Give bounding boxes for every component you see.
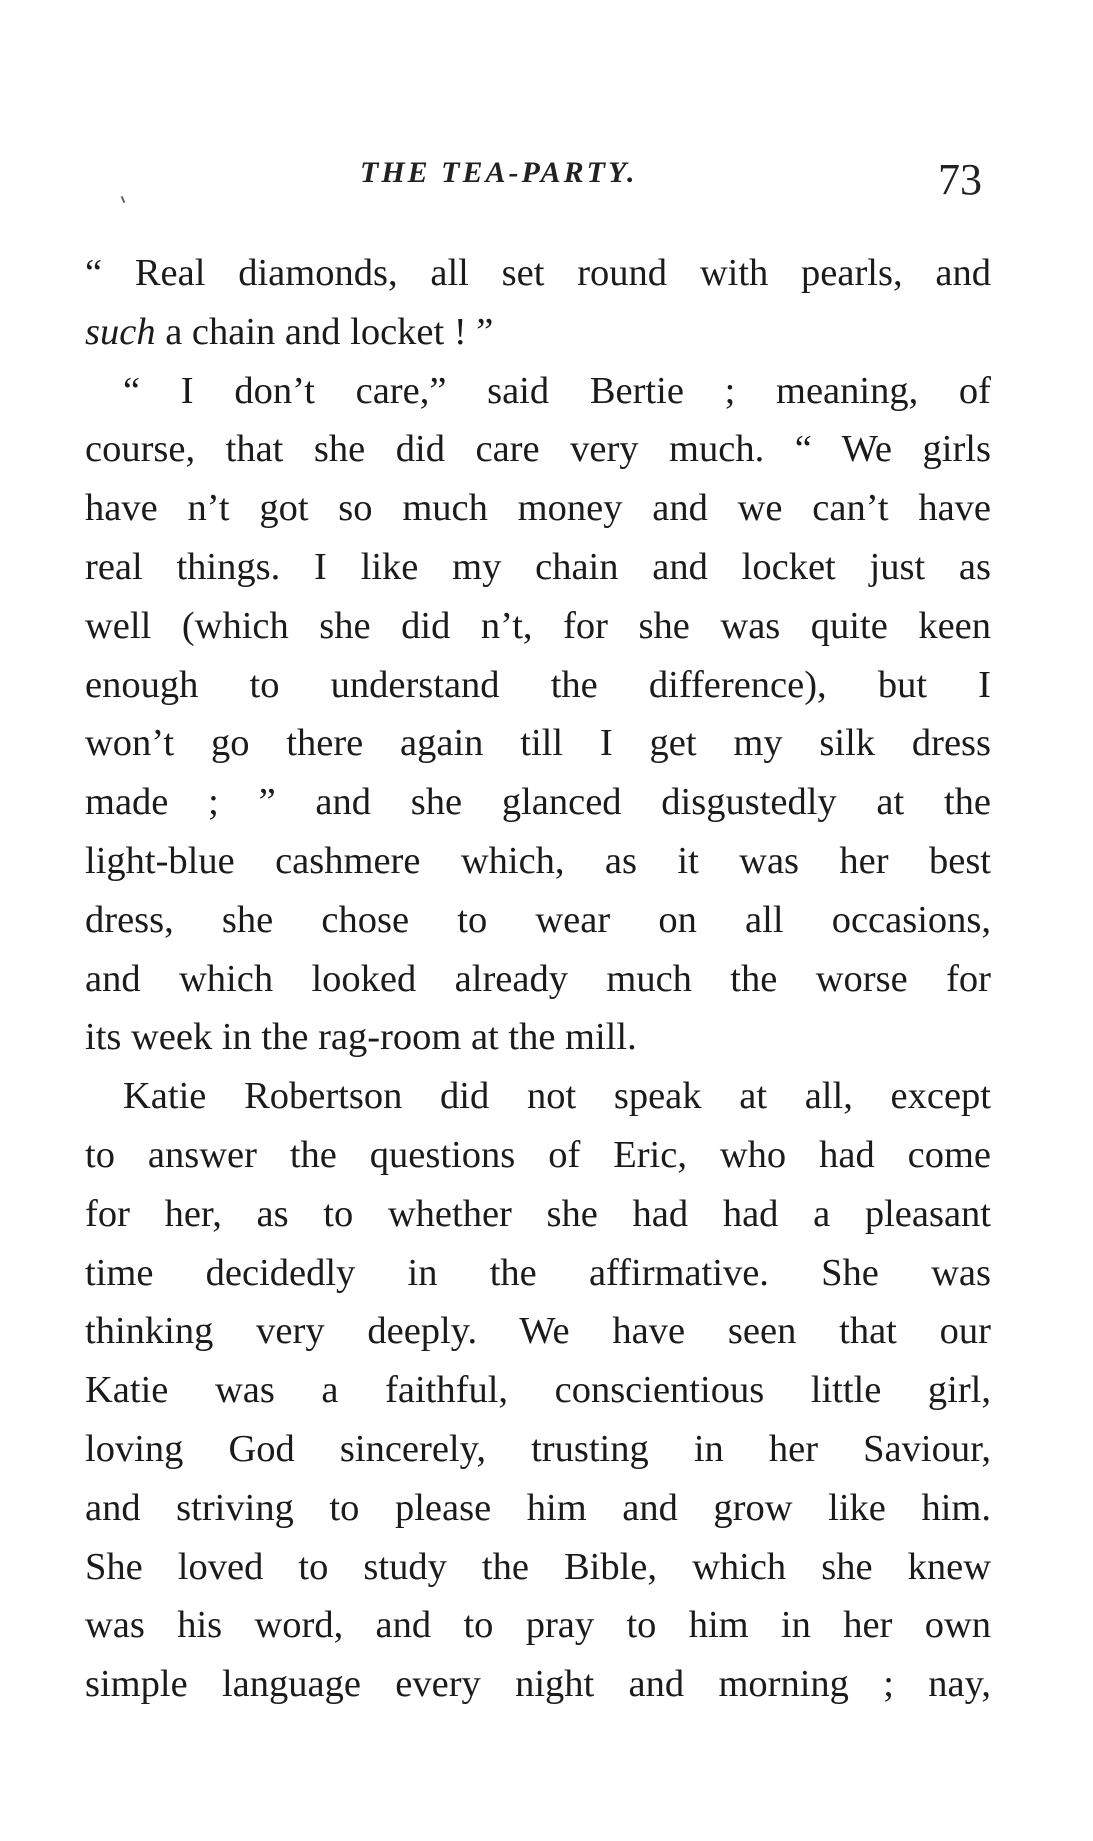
text-span: a chain and locket ! ” [155,310,494,353]
text-line: She loved to study the Bible, which she knew [85,1545,991,1588]
text-line: dress, she chose to wear on all occasions, [85,898,991,941]
text-line: real things. I like my chain and locket just as [85,545,991,588]
italic-word: such [85,310,156,353]
text-line: well (which she did n’t, for she was quite keen [85,604,991,647]
text-line: Katie Robertson did not speak at all, except [123,1075,991,1118]
text-line: made ; ” and she glanced disgustedly at the [85,781,991,824]
text-line: won’t go there again till I get my silk dress [85,722,991,765]
text-line: light-blue cashmere which, as it was her best [85,839,991,882]
text-line: enough to understand the difference), but I [85,663,991,706]
page-number: 73 [938,155,982,204]
text-line: have n’t got so much money and we can’t have [85,487,991,530]
text-line: thinking very deeply. We have seen that our [85,1310,991,1353]
text-line: time decidedly in the affirmative. She was [85,1251,991,1294]
running-head [0,146,1093,206]
text-line: and striving to please him and grow like him. [85,1486,991,1529]
text-line: “ I don’t care,” said Bertie ; meaning, of [123,369,991,412]
print-speck [121,196,126,203]
running-title: THE TEA-PARTY. [360,156,638,189]
body-text [85,244,991,1714]
text-line: to answer the questions of Eric, who had come [85,1133,991,1176]
text-line: its week in the rag-room at the mill. [85,1016,637,1059]
text-line: Katie was a faithful, conscientious little girl, [85,1369,991,1412]
text-line: loving God sincerely, trusting in her Saviour, [85,1427,991,1470]
text-line: simple language every night and morning ; nay, [85,1663,991,1706]
text-line [85,303,991,362]
text-line: course, that she did care very much. “ We girls [85,428,991,471]
text-line: for her, as to whether she had had a pleasant [85,1192,991,1235]
text-line: “ Real diamonds, all set round with pearls, and [85,252,991,294]
text-line: was his word, and to pray to him in her own [85,1604,991,1647]
text-line: and which looked already much the worse for [85,957,991,1000]
